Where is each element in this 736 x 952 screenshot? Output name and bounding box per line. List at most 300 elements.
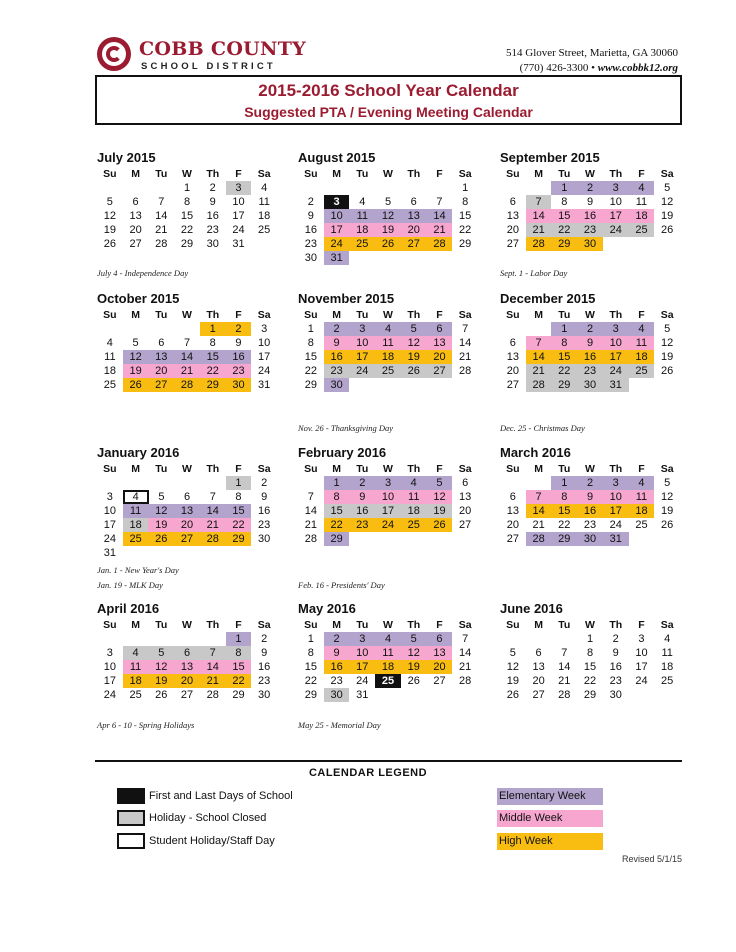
weekday-label: Su	[304, 168, 318, 180]
month-name: June 2016	[500, 601, 563, 616]
empty-cell	[123, 322, 149, 336]
weekday-label: W	[383, 168, 393, 180]
empty-cell	[148, 322, 174, 336]
weekday-label: Sa	[660, 168, 674, 180]
day-cell: 10	[103, 505, 116, 517]
week-row	[97, 646, 277, 660]
empty-cell	[452, 688, 478, 702]
day-cell: 8	[551, 336, 577, 350]
weekday-label: Th	[407, 309, 421, 321]
day-cell: 21	[155, 224, 168, 236]
day-cell: 4	[629, 322, 655, 336]
day-cell: 12	[506, 661, 519, 673]
day-cell: 27	[427, 364, 453, 378]
day-cell: 22	[226, 518, 252, 532]
week-row	[500, 223, 680, 237]
day-cell: 17	[603, 504, 629, 518]
day-cell: 13	[174, 660, 200, 674]
weekday-label: Sa	[458, 619, 472, 631]
day-cell: 24	[375, 518, 401, 532]
day-cell: 25	[629, 223, 655, 237]
empty-cell	[427, 688, 453, 702]
day-cell: 29	[304, 379, 317, 391]
weekday-label: Th	[206, 619, 220, 631]
week-row	[500, 646, 680, 660]
day-cell: 23	[206, 224, 219, 236]
day-cell: 14	[526, 350, 552, 364]
empty-cell	[123, 632, 149, 646]
day-cell: 17	[635, 661, 648, 673]
day-cell: 2	[209, 182, 216, 194]
day-cell: 18	[103, 365, 116, 377]
day-cell: 12	[148, 660, 174, 674]
weekday-label: Th	[609, 168, 623, 180]
day-cell: 1	[324, 476, 350, 490]
month-name: September 2015	[500, 150, 600, 165]
weekday-label: Su	[506, 309, 520, 321]
week-row	[298, 660, 478, 674]
day-cell: 10	[375, 490, 401, 504]
day-cell: 19	[401, 350, 427, 364]
day-cell: 14	[304, 505, 317, 517]
weekday-label: Tu	[356, 309, 369, 321]
week-row	[298, 378, 478, 392]
week-row	[500, 237, 680, 251]
holiday-note: Sept. 1 - Labor Day	[500, 268, 568, 278]
day-cell: 31	[603, 378, 629, 392]
day-cell: 7	[200, 646, 226, 660]
day-cell: 18	[349, 223, 375, 237]
day-cell: 18	[629, 209, 655, 223]
day-cell: 28	[526, 532, 552, 546]
empty-cell	[629, 688, 655, 702]
week-row	[97, 350, 277, 364]
week-row	[97, 476, 277, 490]
day-cell: 4	[375, 322, 401, 336]
day-cell: 2	[324, 632, 350, 646]
weekday-label: Tu	[558, 309, 571, 321]
day-cell: 11	[349, 209, 375, 223]
weekday-label: F	[638, 619, 645, 631]
week-row	[97, 378, 277, 392]
empty-cell	[654, 237, 680, 251]
day-cell: 26	[427, 518, 453, 532]
day-cell: 14	[526, 504, 552, 518]
day-cell: 12	[427, 490, 453, 504]
weekday-label: Su	[103, 463, 117, 475]
day-cell: 29	[324, 532, 350, 546]
day-cell: 27	[506, 238, 519, 250]
week-row	[298, 490, 478, 504]
day-cell: 25	[349, 237, 375, 251]
week-row	[97, 518, 277, 532]
weekday-header	[298, 308, 478, 322]
day-cell: 16	[258, 661, 271, 673]
day-cell: 19	[661, 505, 674, 517]
weekday-header	[97, 167, 277, 181]
day-cell: 26	[661, 519, 674, 531]
week-row	[97, 209, 277, 223]
day-cell: 17	[324, 223, 350, 237]
holiday-note: Jan. 19 - MLK Day	[97, 580, 163, 590]
week-row	[500, 209, 680, 223]
day-cell: 20	[148, 364, 174, 378]
day-cell: 27	[180, 689, 194, 701]
day-cell: 17	[603, 350, 629, 364]
week-row	[298, 336, 478, 350]
day-cell: 22	[200, 364, 226, 378]
day-cell: 6	[462, 477, 469, 489]
day-cell: 16	[609, 661, 622, 673]
day-cell: 31	[324, 251, 350, 265]
day-cell: 3	[603, 322, 629, 336]
day-cell: 23	[349, 518, 375, 532]
empty-cell	[298, 181, 324, 195]
weekday-label: Sa	[257, 463, 271, 475]
day-cell: 27	[459, 519, 472, 531]
weekday-label: W	[585, 463, 595, 475]
weekday-label: W	[383, 619, 393, 631]
weekday-label: Th	[609, 463, 623, 475]
weekday-label: M	[534, 463, 543, 475]
weekday-label: Sa	[660, 463, 674, 475]
day-cell: 24	[103, 533, 116, 545]
day-cell: 24	[635, 675, 648, 687]
day-cell: 22	[583, 675, 597, 687]
day-cell: 24	[324, 237, 350, 251]
weekday-label: Tu	[558, 463, 571, 475]
week-row	[298, 476, 478, 490]
empty-cell	[500, 476, 526, 490]
day-cell: 4	[664, 633, 671, 645]
weekday-label: W	[585, 168, 595, 180]
month-name: July 2015	[97, 150, 156, 165]
empty-cell	[123, 546, 149, 560]
day-cell: 2	[577, 476, 603, 490]
day-cell: 14	[200, 504, 226, 518]
empty-cell	[97, 632, 123, 646]
day-cell: 29	[583, 689, 597, 701]
empty-cell	[452, 378, 478, 392]
week-row	[298, 504, 478, 518]
week-row	[97, 223, 277, 237]
month-calendar	[298, 445, 478, 546]
day-cell: 12	[661, 196, 674, 208]
day-cell: 13	[401, 209, 427, 223]
weekday-label: W	[182, 309, 192, 321]
weekday-label: F	[638, 463, 645, 475]
day-cell: 12	[401, 646, 427, 660]
day-cell: 6	[410, 196, 417, 208]
day-cell: 2	[226, 322, 252, 336]
day-cell: 29	[180, 238, 194, 250]
day-cell: 28	[206, 689, 219, 701]
week-row	[298, 646, 478, 660]
weekday-label: Tu	[356, 463, 369, 475]
empty-cell	[148, 181, 174, 195]
day-cell: 22	[304, 365, 317, 377]
day-cell: 28	[526, 237, 552, 251]
day-cell: 2	[261, 477, 268, 489]
address-line: 514 Glover Street, Marietta, GA 30060	[506, 47, 678, 59]
day-cell: 2	[577, 322, 603, 336]
holiday-note: Nov. 26 - Thanksgiving Day	[298, 423, 393, 433]
empty-cell	[97, 181, 123, 195]
month-calendar	[298, 150, 478, 265]
day-cell: 14	[558, 661, 571, 673]
month-calendar	[500, 445, 680, 546]
day-cell: 8	[307, 337, 314, 349]
legend-swatch	[117, 833, 145, 849]
day-cell: 20	[506, 519, 519, 531]
day-cell: 30	[226, 378, 252, 392]
week-row	[298, 350, 478, 364]
day-cell: 9	[209, 196, 216, 208]
month-calendar	[500, 291, 680, 392]
weekday-label: Su	[103, 619, 117, 631]
weekday-label: M	[332, 168, 341, 180]
day-cell: 27	[532, 689, 545, 701]
day-cell: 19	[148, 518, 174, 532]
day-cell: 20	[129, 224, 142, 236]
phone-line: (770) 426-3300 •	[519, 62, 598, 74]
day-cell: 12	[401, 336, 427, 350]
day-cell: 15	[226, 504, 252, 518]
weekday-label: Sa	[458, 309, 472, 321]
weekday-label: Tu	[558, 168, 571, 180]
week-row	[97, 490, 277, 504]
day-cell: 10	[324, 209, 350, 223]
weekday-label: Th	[206, 168, 220, 180]
day-cell: 18	[661, 661, 674, 673]
day-cell: 1	[307, 633, 314, 645]
day-cell: 10	[603, 490, 629, 504]
day-cell: 9	[577, 336, 603, 350]
empty-cell	[174, 546, 200, 560]
week-row	[298, 322, 478, 336]
legend-label: First and Last Days of School	[149, 790, 293, 802]
week-row	[298, 251, 478, 265]
day-cell: 21	[532, 519, 545, 531]
day-cell: 23	[330, 675, 343, 687]
day-cell: 1	[226, 476, 252, 490]
day-cell: 28	[526, 378, 552, 392]
day-cell: 9	[324, 336, 350, 350]
weekday-header	[500, 462, 680, 476]
empty-cell	[349, 181, 375, 195]
weekday-label: Tu	[155, 463, 168, 475]
day-cell: 8	[183, 196, 191, 208]
weekday-label: Su	[506, 168, 520, 180]
weekday-label: Tu	[356, 168, 369, 180]
day-cell: 9	[324, 646, 350, 660]
empty-cell	[526, 632, 552, 646]
day-cell: 25	[661, 675, 674, 687]
day-cell: 10	[349, 646, 375, 660]
weekday-label: Sa	[257, 619, 271, 631]
day-cell: 21	[558, 675, 571, 687]
month-calendar	[97, 601, 277, 702]
day-cell: 3	[375, 476, 401, 490]
day-cell: 11	[629, 490, 655, 504]
day-cell: 23	[583, 519, 597, 531]
month-name: April 2016	[97, 601, 160, 616]
day-cell: 11	[401, 490, 427, 504]
day-cell: 20	[401, 223, 427, 237]
day-cell: 16	[206, 210, 219, 222]
day-cell: 7	[526, 490, 552, 504]
day-cell: 18	[375, 660, 401, 674]
day-cell: 12	[661, 337, 674, 349]
empty-cell	[500, 322, 526, 336]
day-cell: 11	[123, 504, 149, 518]
cobb-logo-icon	[97, 37, 131, 71]
day-cell: 19	[148, 674, 174, 688]
day-cell: 30	[206, 238, 219, 250]
empty-cell	[654, 532, 680, 546]
day-cell: 6	[184, 491, 191, 503]
day-cell: 1	[200, 322, 226, 336]
day-cell: 15	[551, 209, 577, 223]
weekday-header	[500, 167, 680, 181]
legend-middle: Middle Week	[497, 810, 603, 827]
day-cell: 14	[174, 350, 200, 364]
empty-cell	[123, 181, 149, 195]
legend-first-last	[117, 788, 293, 804]
empty-cell	[251, 546, 277, 560]
day-cell: 30	[324, 378, 350, 392]
day-cell: 28	[155, 238, 168, 250]
day-cell: 15	[459, 210, 472, 222]
day-cell: 5	[384, 196, 392, 208]
weekday-label: F	[638, 168, 645, 180]
day-cell: 5	[427, 476, 453, 490]
day-cell: 10	[635, 647, 648, 659]
weekday-label: Th	[407, 168, 421, 180]
day-cell: 13	[506, 351, 519, 363]
day-cell: 27	[148, 378, 174, 392]
empty-cell	[226, 546, 252, 560]
weekday-label: W	[182, 463, 192, 475]
weekday-header	[298, 618, 478, 632]
day-cell: 15	[324, 504, 350, 518]
day-cell: 20	[532, 675, 545, 687]
day-cell: 28	[174, 378, 200, 392]
weekday-label: Su	[103, 309, 117, 321]
day-cell: 10	[103, 661, 116, 673]
day-cell: 29	[551, 237, 577, 251]
day-cell: 5	[664, 323, 671, 335]
weekday-label: F	[436, 309, 443, 321]
day-cell: 9	[586, 196, 594, 208]
day-cell: 11	[104, 351, 116, 363]
empty-cell	[148, 546, 174, 560]
day-cell: 4	[629, 476, 655, 490]
day-cell: 16	[304, 224, 317, 236]
week-row	[500, 504, 680, 518]
day-cell: 7	[158, 196, 165, 208]
day-cell: 14	[427, 209, 453, 223]
weekday-label: M	[534, 168, 543, 180]
month-name: February 2016	[298, 445, 387, 460]
day-cell: 10	[258, 337, 271, 349]
weekday-label: Su	[506, 463, 520, 475]
empty-cell	[174, 322, 200, 336]
day-cell: 16	[258, 505, 271, 517]
day-cell: 30	[577, 237, 603, 251]
day-cell: 26	[148, 532, 174, 546]
week-row	[298, 195, 478, 209]
weekday-label: Th	[206, 463, 220, 475]
weekday-label: M	[131, 309, 140, 321]
week-row	[97, 674, 277, 688]
day-cell: 4	[123, 646, 149, 660]
empty-cell	[200, 546, 226, 560]
day-cell: 26	[155, 689, 168, 701]
day-cell: 24	[356, 675, 369, 687]
empty-cell	[148, 632, 174, 646]
weekday-label: W	[585, 309, 595, 321]
day-cell: 16	[577, 504, 603, 518]
week-row	[298, 237, 478, 251]
empty-cell	[401, 378, 427, 392]
day-cell: 3	[349, 632, 375, 646]
weekday-label: Sa	[458, 168, 472, 180]
district-address	[506, 46, 678, 76]
day-cell: 22	[226, 674, 252, 688]
weekday-label: Su	[103, 168, 117, 180]
day-cell: 3	[106, 491, 113, 503]
day-cell: 26	[661, 224, 674, 236]
day-cell: 9	[612, 647, 619, 659]
website-link[interactable]: www.cobbk12.org	[597, 62, 678, 74]
day-cell: 20	[427, 660, 453, 674]
empty-cell	[97, 322, 123, 336]
week-row	[500, 181, 680, 195]
weekday-header	[298, 167, 478, 181]
day-cell: 13	[174, 504, 200, 518]
day-cell: 28	[459, 365, 472, 377]
day-cell: 5	[158, 491, 165, 503]
weekday-label: Sa	[257, 309, 271, 321]
day-cell: 8	[462, 196, 469, 208]
day-cell: 8	[235, 491, 242, 503]
empty-cell	[200, 632, 226, 646]
holiday-note: May 25 - Memorial Day	[298, 720, 381, 730]
empty-cell	[401, 251, 427, 265]
day-cell: 23	[258, 519, 271, 531]
week-row	[97, 336, 277, 350]
day-cell: 13	[506, 210, 519, 222]
district-subtitle: SCHOOL DISTRICT	[141, 61, 276, 72]
day-cell: 1	[586, 633, 594, 645]
month-calendar	[298, 601, 478, 702]
legend-high: High Week	[497, 833, 603, 850]
empty-cell	[375, 532, 401, 546]
day-cell: 16	[349, 504, 375, 518]
day-cell: 18	[629, 504, 655, 518]
empty-cell	[427, 181, 453, 195]
day-cell: 7	[462, 633, 469, 645]
legend-label: Student Holiday/Staff Day	[149, 835, 275, 847]
weekday-header	[500, 618, 680, 632]
day-cell: 26	[401, 364, 427, 378]
week-row	[500, 490, 680, 504]
day-cell: 19	[427, 504, 453, 518]
day-cell: 2	[324, 322, 350, 336]
weekday-label: Sa	[458, 463, 472, 475]
day-cell: 21	[427, 223, 453, 237]
